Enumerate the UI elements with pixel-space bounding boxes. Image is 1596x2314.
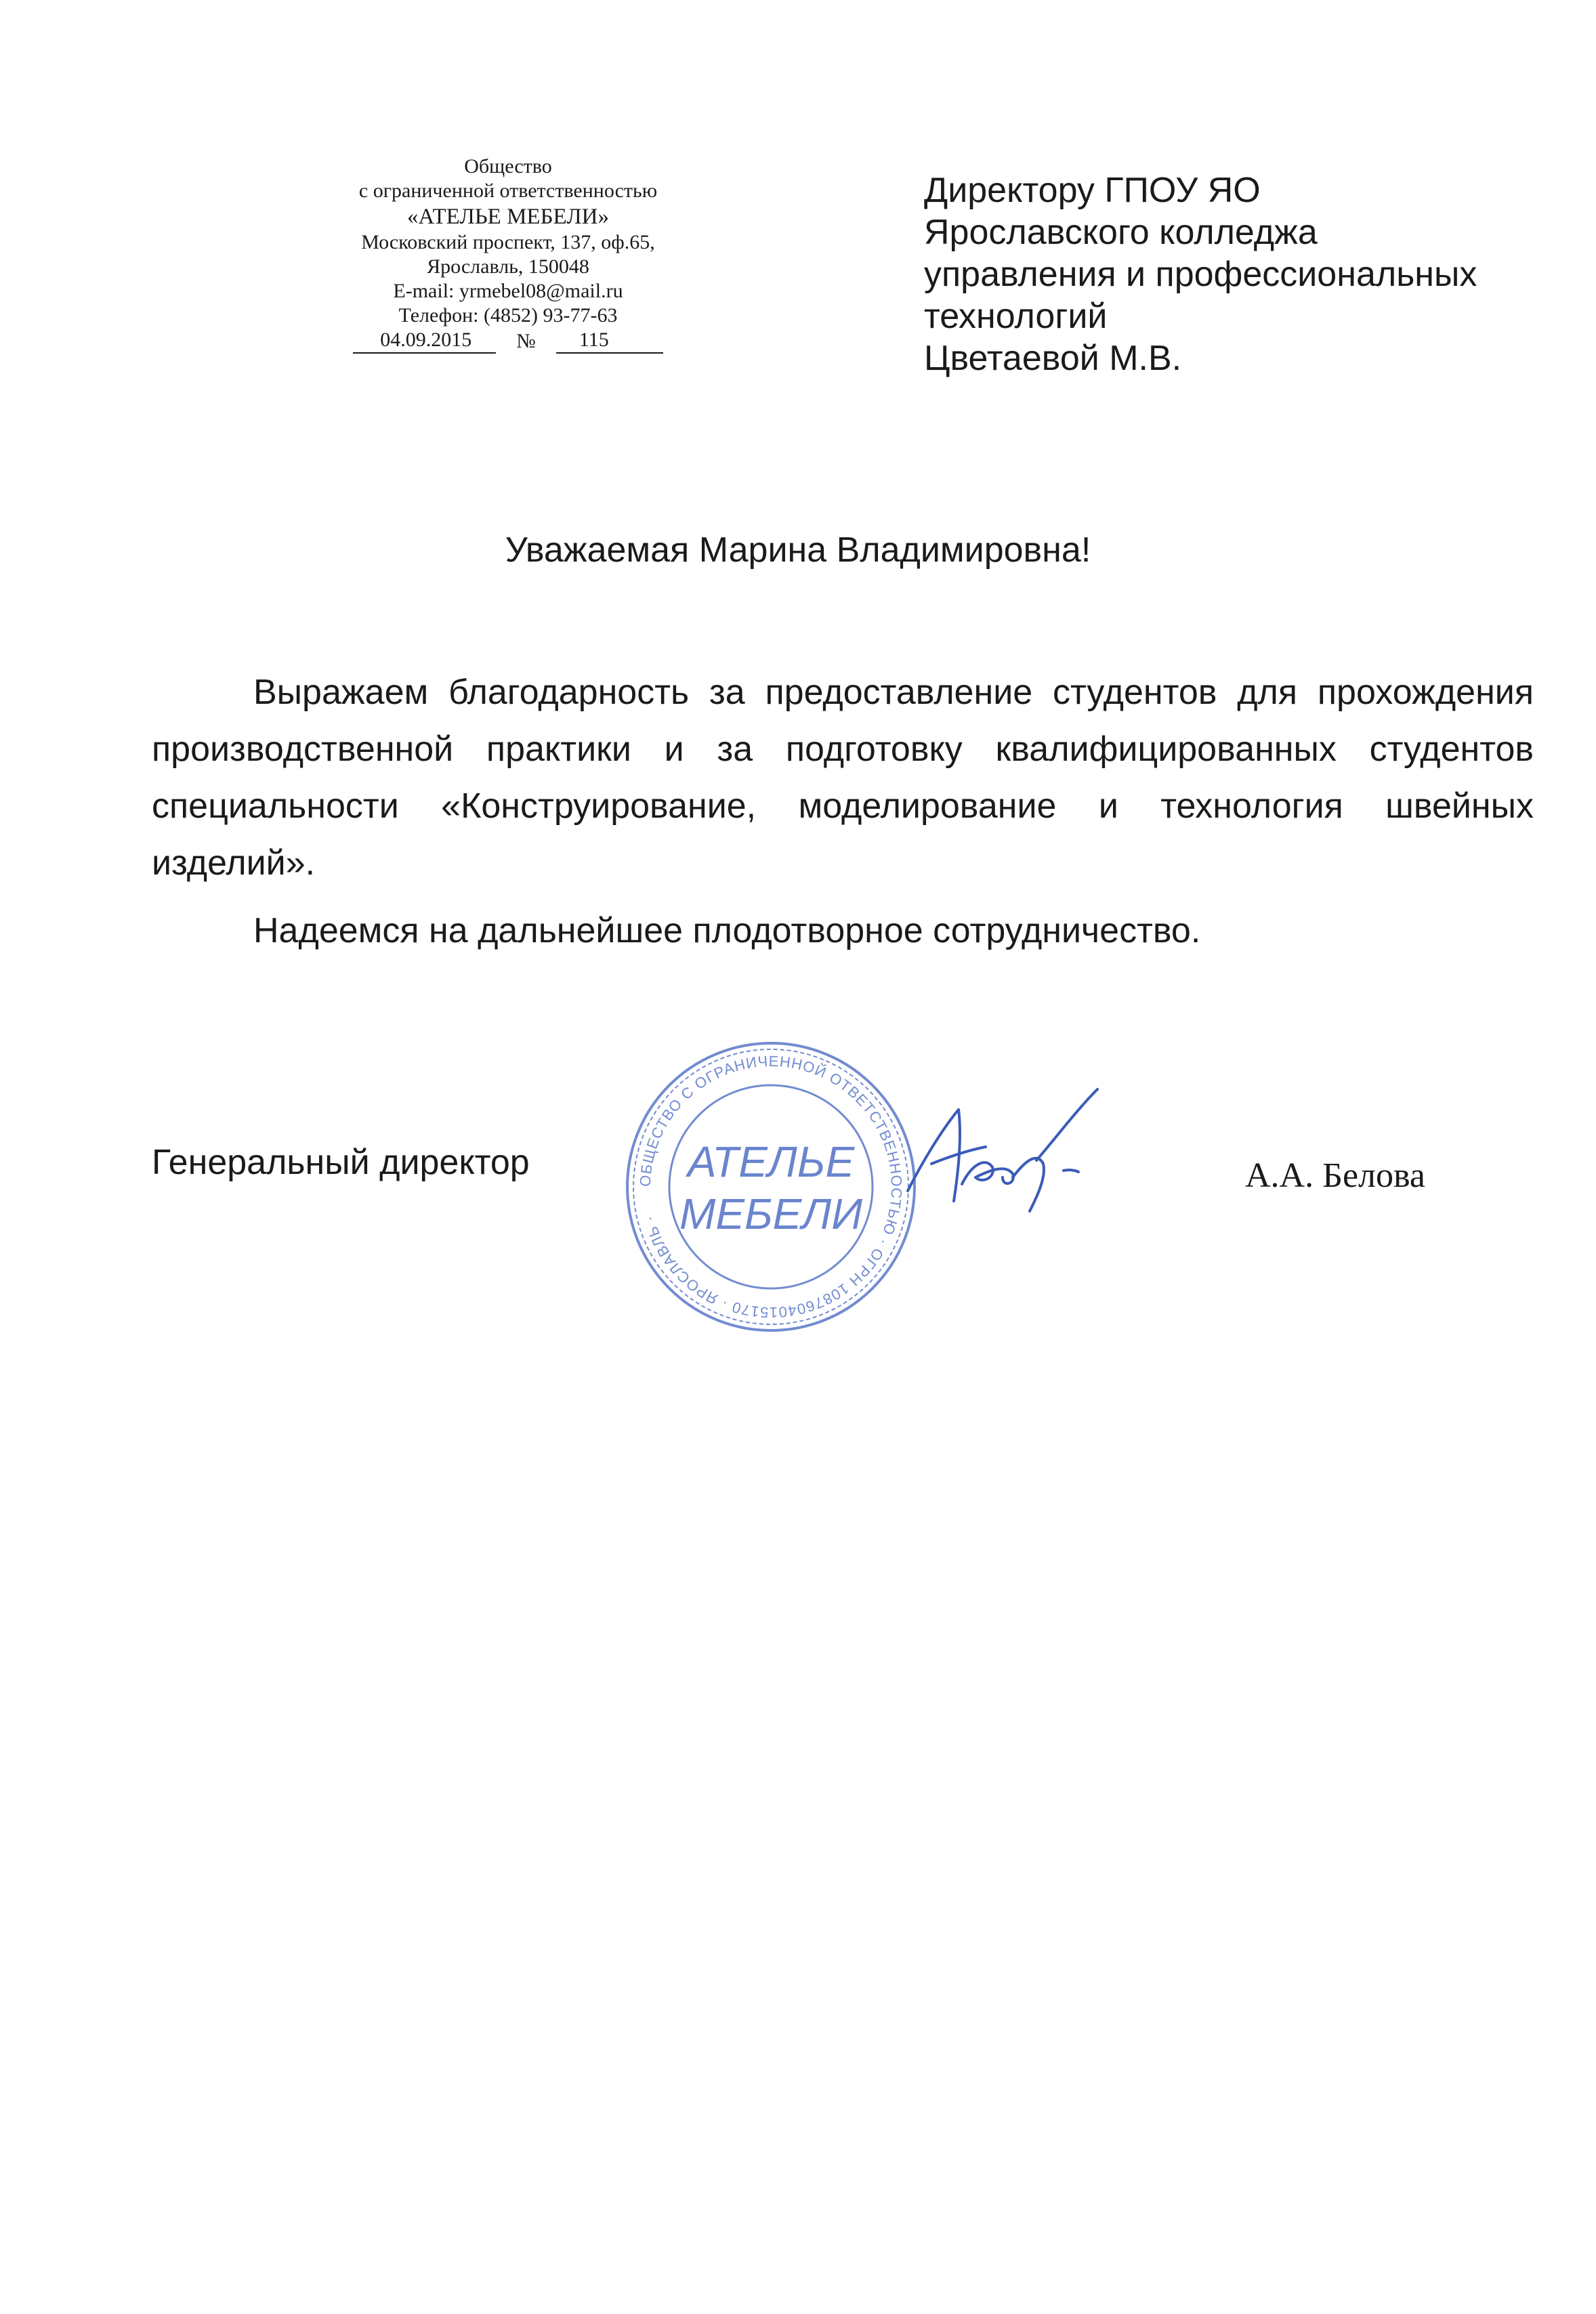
stamp-center-line-2: МЕБЕЛИ	[679, 1190, 862, 1238]
signatory-name: А.А. Белова	[1245, 1156, 1425, 1195]
company-address-street: Московский проспект, 137, оф.65,	[361, 231, 655, 253]
company-phone: Телефон: (4852) 93-77-63	[398, 304, 618, 327]
number-sign: №	[516, 330, 536, 352]
letter-body	[152, 664, 1534, 959]
letterhead-line2: с ограниченной ответственностью	[358, 180, 658, 202]
salutation: Уважаемая Марина Владимировна!	[505, 530, 1091, 570]
letterhead	[285, 154, 732, 354]
addressee-name: Цветаевой М.В.	[924, 339, 1182, 378]
addressee-block	[924, 169, 1477, 379]
registration-line	[285, 328, 732, 354]
letter-date: 04.09.2015	[353, 328, 496, 354]
addressee-line-1: Директору ГПОУ ЯО	[924, 171, 1261, 210]
addressee-line-4: технологий	[924, 297, 1108, 336]
handwritten-signature	[894, 1082, 1118, 1238]
svg-text:ОБЩЕСТВО С ОГРАНИЧЕННОЙ ОТВЕТС	[637, 1053, 905, 1321]
addressee-line-3: управления и профессиональных	[924, 255, 1477, 294]
body-paragraph-gratitude: Выражаем благодарность за предоставление студентов для прохождения производственной практики и за подготовку квалифицированных студентов специальности «Конструирование, моделирование и технология швейных изделий».	[152, 673, 1534, 883]
company-name: «АТЕЛЬЕ МЕБЕЛИ»	[407, 205, 609, 229]
addressee-line-2: Ярославского колледжа	[924, 213, 1318, 252]
body-paragraph-cooperation: Надеемся на дальнейшее плодотворное сотрудничество.	[253, 911, 1201, 950]
stamp-center-line-1: АТЕЛЬЕ	[687, 1137, 855, 1186]
letterhead-line1: Общество	[464, 155, 552, 177]
stamp-ring-text: ОБЩЕСТВО С ОГРАНИЧЕННОЙ ОТВЕТСТВЕННОСТЬЮ · ОГРН 1087604015170 · ЯРОСЛАВЛЬ ·	[636, 1052, 906, 1322]
letter-number: 115	[556, 328, 663, 354]
company-address-city: Ярославль, 150048	[427, 255, 589, 278]
company-email: E-mail: yrmebel08@mail.ru	[393, 280, 623, 302]
company-stamp	[622, 1038, 920, 1336]
signatory-title: Генеральный директор	[152, 1143, 530, 1182]
